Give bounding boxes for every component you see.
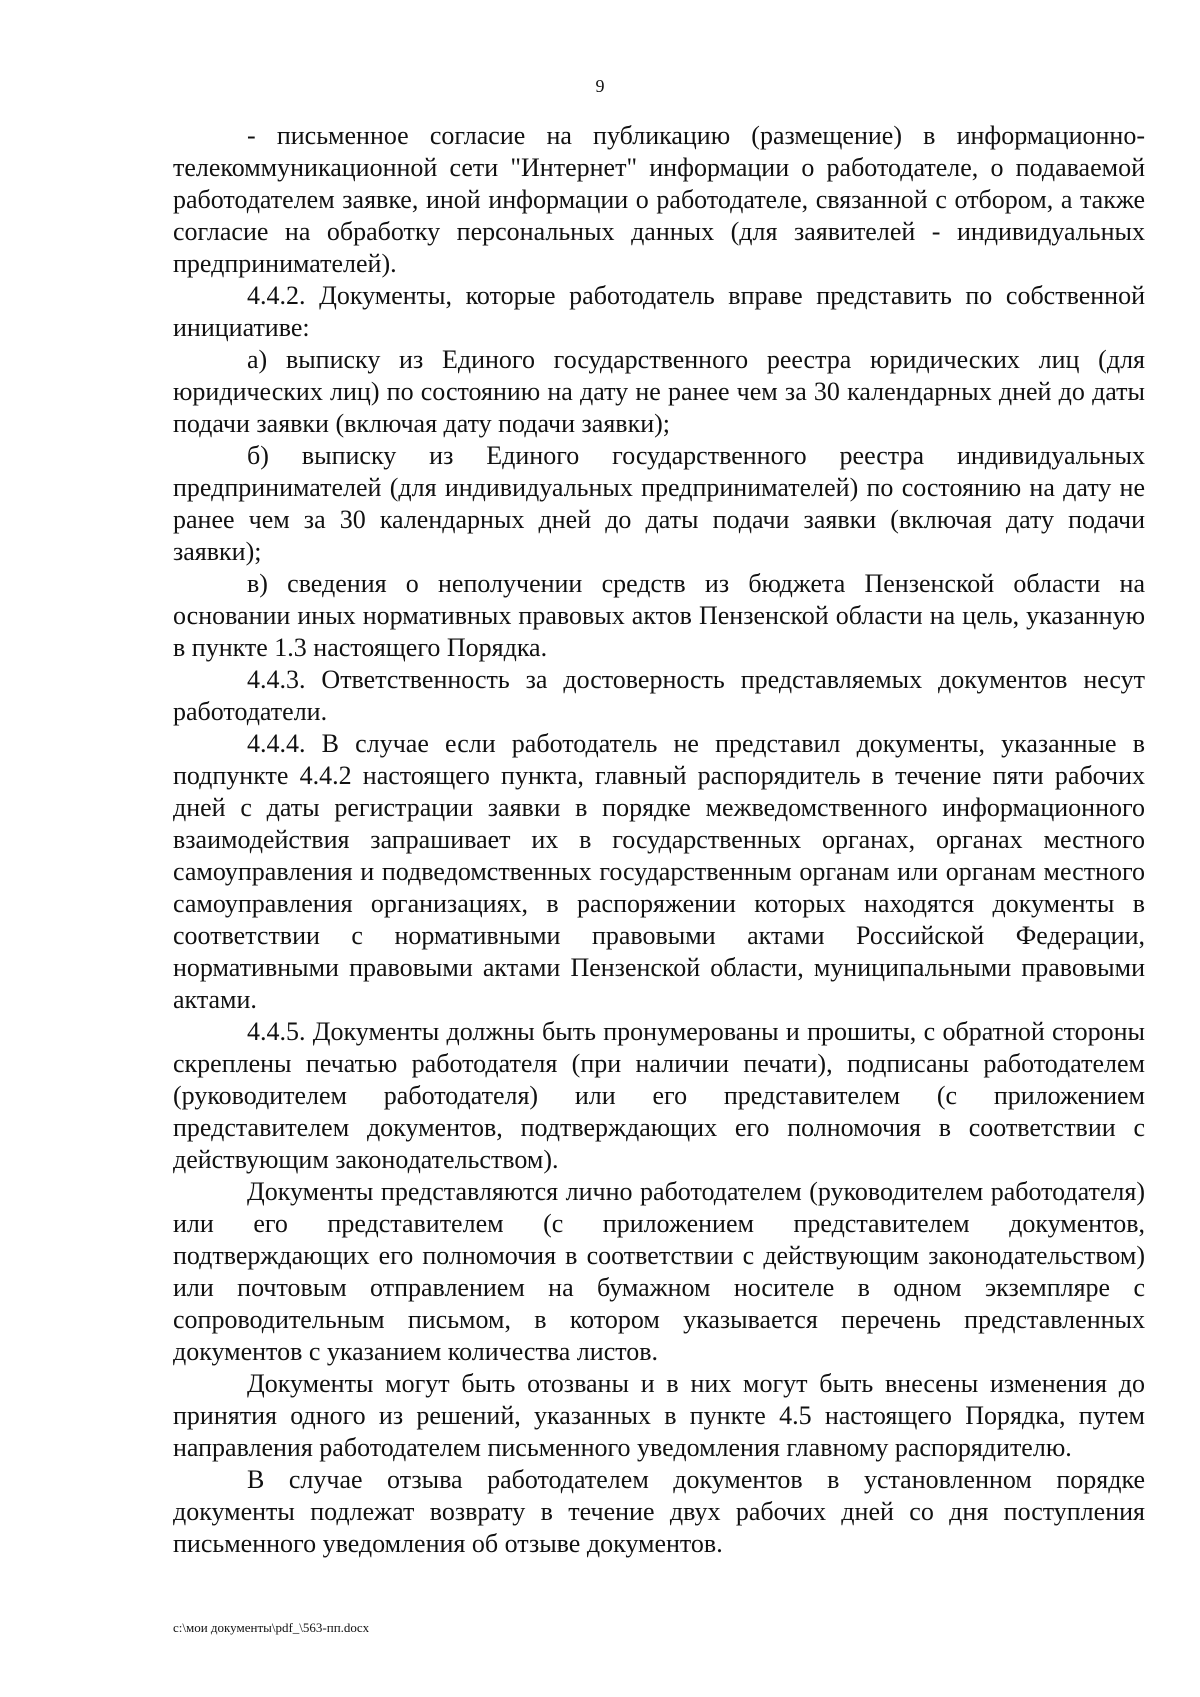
paragraph-4-4-3: 4.4.3. Ответственность за достоверность представляемых документов несут работодатели. <box>173 665 1145 726</box>
paragraph-4-4-2: 4.4.2. Документы, которые работодатель вправе представить по собственной инициативе: <box>173 281 1145 342</box>
paragraph-4-4-2-a: а) выписку из Единого государственного реестра юридических лиц (для юридических лиц) по состоянию на дату не ранее чем за 30 календарных дней до даты подачи заявки (включая дату подачи заявки); <box>173 345 1145 438</box>
paragraph-4-4-2-v: в) сведения о неполучении средств из бюджета Пензенской области на основании иных нормативных правовых актов Пензенской области на цель, указанную в пункте 1.3 настоящего Порядка. <box>173 569 1145 662</box>
paragraph-4-4-5: 4.4.5. Документы должны быть пронумерованы и прошиты, с обратной стороны скреплены печатью работодателя (при наличии печати), подписаны работодателем (руководителем работодателя) или его представителем (с приложением представителем документов, подтверждающих его полномочия в соответствии с действующим законодательством). <box>173 1017 1145 1174</box>
footer-file-path: c:\мои документы\pdf_\563-пп.docx <box>173 1620 370 1635</box>
paragraph-4-4-4: 4.4.4. В случае если работодатель не представил документы, указанные в подпункте 4.4.2 настоящего пункта, главный распорядитель в течение пяти рабочих дней с даты регистрации заявки в порядке межведомственного информационного взаимодействия запрашивает их в государственных органах, органах местного самоуправления и подведомственных государственным органам или органам местного самоуправления организациях, в распоряжении которых находятся документы в соответствии с нормативными правовыми актами Российской Федерации, нормативными правовыми актами Пензенской области, муниципальными правовыми актами. <box>173 729 1145 1014</box>
paragraph-consent-publication: - письменное согласие на публикацию (размещение) в информационно-телекоммуникационной сети "Интернет" информации о работодателе, о подаваемой работодателем заявке, иной информации о работодателе, связанной с отбором, а также согласие на обработку персональных данных (для заявителей - индивидуальных предпринимателей). <box>173 121 1145 278</box>
document-body <box>173 120 1145 1560</box>
paragraph-return-documents: В случае отзыва работодателем документов в установленном порядке документы подлежат возврату в течение двух рабочих дней со дня поступления письменного уведомления об отзыве документов. <box>173 1465 1145 1558</box>
paragraph-submission-method: Документы представляются лично работодателем (руководителем работодателя) или его представителем (с приложением представителем документов, подтверждающих его полномочия в соответствии с действующим законодательством) или почтовым отправлением на бумажном носителе в одном экземпляре с сопроводительным письмом, в котором указывается перечень представленных документов с указанием количества листов. <box>173 1177 1145 1366</box>
paragraph-4-4-2-b: б) выписку из Единого государственного реестра индивидуальных предпринимателей (для индивидуальных предпринимателей) по состоянию на дату не ранее чем за 30 календарных дней до даты подачи заявки (включая дату подачи заявки); <box>173 441 1145 566</box>
paragraph-withdrawal: Документы могут быть отозваны и в них могут быть внесены изменения до принятия одного из решений, указанных в пункте 4.5 настоящего Порядка, путем направления работодателем письменного уведомления главному распорядителю. <box>173 1369 1145 1462</box>
page-number: 9 <box>595 76 605 96</box>
